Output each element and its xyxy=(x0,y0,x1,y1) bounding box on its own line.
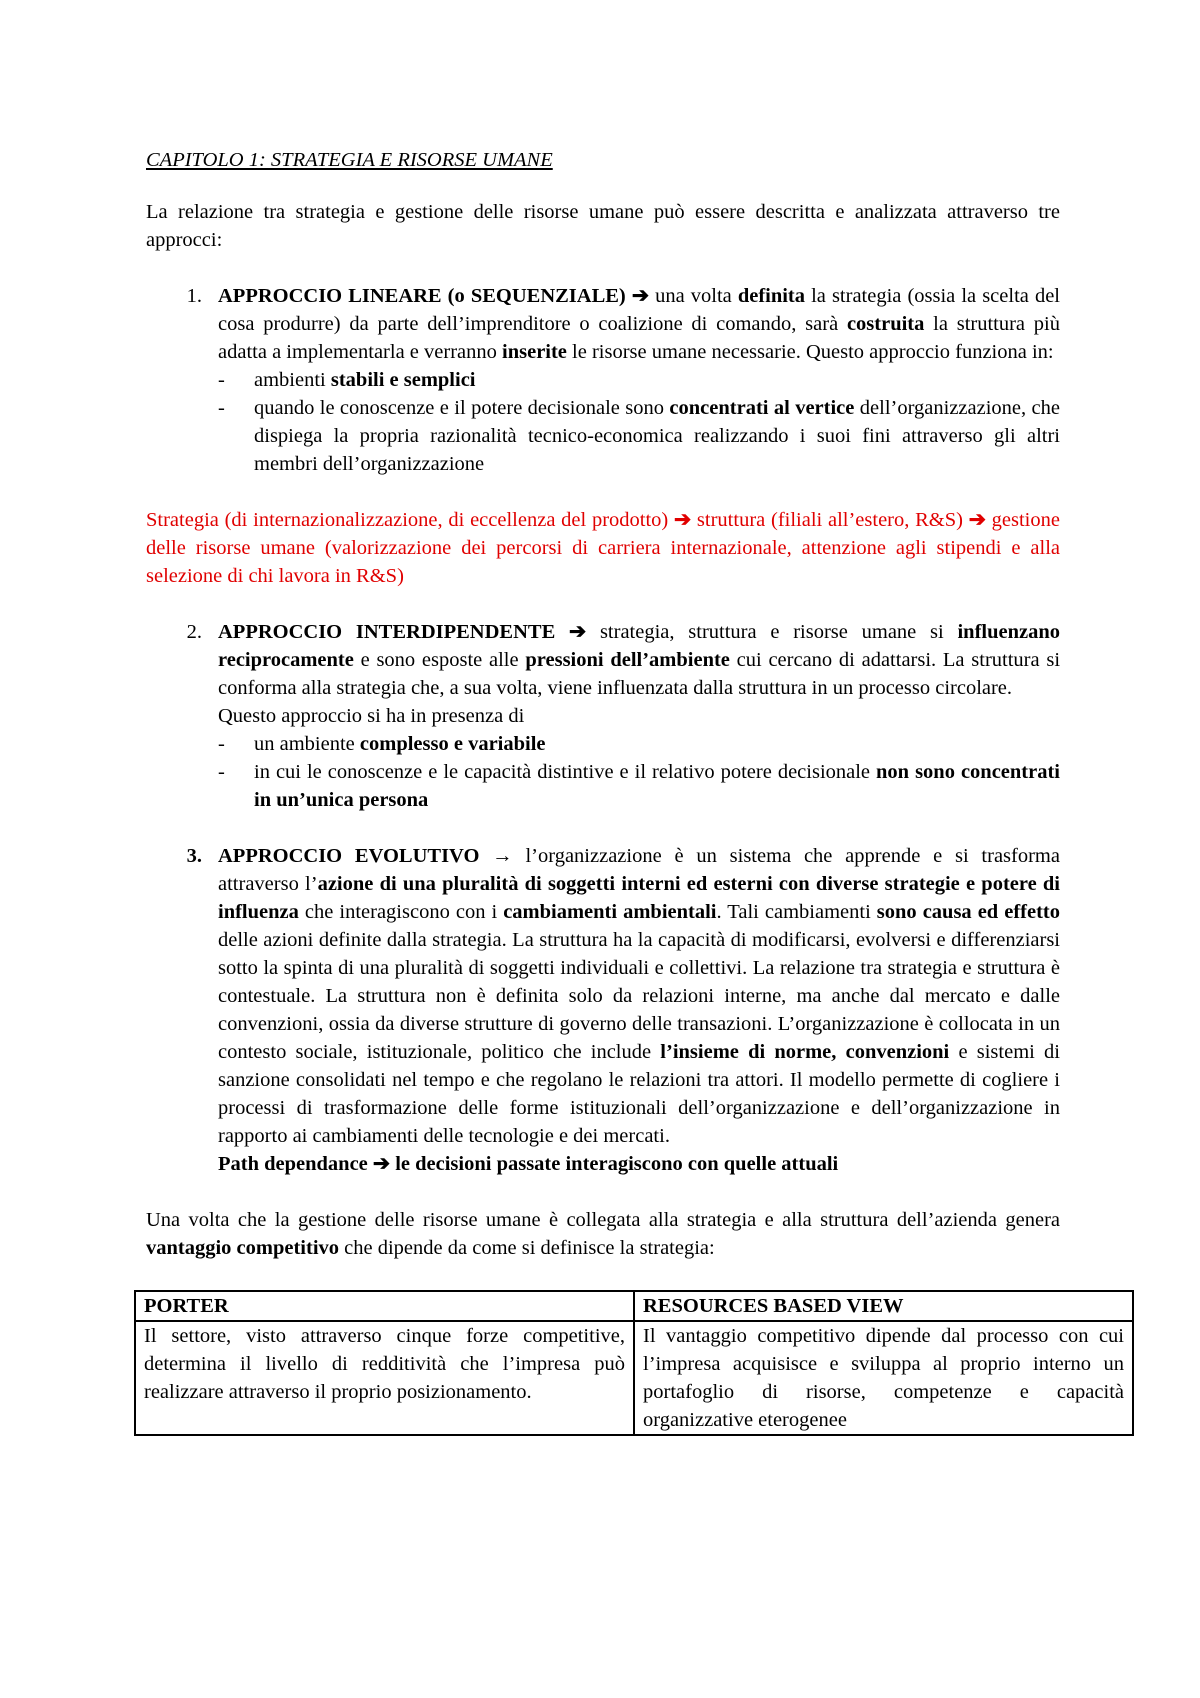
bold-span: vantaggio competitivo xyxy=(146,1237,340,1259)
approach-interdependent xyxy=(146,618,1060,814)
arrow-icon: ➔ xyxy=(674,509,692,531)
bullet-item xyxy=(146,730,1060,758)
text-span: struttura (filiali all’estero, R&S) xyxy=(691,509,969,531)
bullet-item xyxy=(218,394,1060,478)
bold-span: definita xyxy=(737,285,806,307)
bold-span: 3. xyxy=(186,845,202,867)
heading-text: APPROCCIO INTERDIPENDENTE xyxy=(218,621,569,643)
example-paragraph-red xyxy=(146,506,1060,590)
bold-span: complesso e variabile xyxy=(359,733,546,755)
bold-span: le decisioni passate interagiscono con quelle attuali xyxy=(390,1153,839,1175)
dash-marker: - xyxy=(218,733,225,755)
heading-text: APPROCCIO LINEARE (o SEQUENZIALE) xyxy=(218,285,632,307)
arrow-icon: ➔ xyxy=(968,509,986,531)
document-content xyxy=(144,146,1124,1436)
item-paragraph xyxy=(218,282,1060,366)
arrow-icon: ➔ xyxy=(631,285,650,307)
item-paragraph: Questo approccio si ha in presenza di xyxy=(218,705,525,727)
text-span: e sistemi di sanzione consolidati nel tempo e che regolano le relazioni tra attori. Il modello permette di cogliere i processi di trasformazione delle forme istituzionali dell’organizzazione e dell’organizzazione in rapporto ai cambiamenti delle tecnologie e dei mercati. xyxy=(218,1041,1060,1147)
item-number xyxy=(146,842,218,1178)
text-span: . Tali cambiamenti xyxy=(716,901,877,923)
arrow-icon: ➔ xyxy=(372,1153,391,1175)
approach-linear xyxy=(146,282,1060,478)
bullet-text xyxy=(254,730,1060,758)
bold-span: non sono concentrati in un’unica persona xyxy=(254,761,1060,811)
bold-span: stabili e semplici xyxy=(330,369,476,391)
item-body xyxy=(218,618,1060,814)
bold-span: influenzano reciprocamente xyxy=(218,621,1060,671)
text-span: cui cercano di adattarsi. La struttura si conforma alla strategia che, a sua volta, viene influenzata dalla struttura in un processo circolare. xyxy=(218,649,1061,699)
text-span: gestione delle risorse umane (valorizzazione dei percorsi di carriera internazionale, attenzione agli stipendi e alla selezione di chi lavora in R&S) xyxy=(146,509,1060,587)
bold-span: cambiamenti ambientali xyxy=(503,901,717,923)
item-paragraph xyxy=(218,618,1060,702)
closing-paragraph xyxy=(146,1206,1060,1262)
dash-marker: - xyxy=(218,397,225,419)
table-header-porter: PORTER xyxy=(135,1291,634,1321)
item-number: 1. xyxy=(186,285,202,307)
text-span: → l’organizzazione è un sistema che apprende e si trasforma attraverso l’ xyxy=(218,845,1060,895)
dash-marker: - xyxy=(218,761,225,783)
text-span: Strategia (di internazionalizzazione, di eccellenza del prodotto) xyxy=(146,509,674,531)
bullet-text xyxy=(254,366,1060,394)
bullet-text xyxy=(254,758,1060,814)
text-span: che dipende da come si definisce la strategia: xyxy=(339,1237,715,1259)
item-body xyxy=(218,842,1060,1178)
bullet-item xyxy=(218,366,1060,394)
bold-span: Path dependance xyxy=(218,1153,373,1175)
bold-span: costruita xyxy=(846,313,925,335)
table-header-row xyxy=(135,1291,1133,1321)
text-span: che interagiscono con i xyxy=(298,901,504,923)
spacer xyxy=(146,814,1060,842)
text-span: una volta xyxy=(649,285,738,307)
item-number: 2. xyxy=(186,621,202,643)
bold-span: azione di una pluralità di soggetti interni ed esterni con diverse strategie e potere di influenza xyxy=(218,873,1061,923)
intro-paragraph: La relazione tra strategia e gestione delle risorse umane può essere descritta e analizzata attraverso tre approcci: xyxy=(146,201,1060,251)
bold-span: inserite xyxy=(502,341,567,363)
dash-marker: - xyxy=(218,369,225,391)
text-span: ambienti xyxy=(254,369,331,391)
approach-evolutionary xyxy=(146,842,1060,1178)
text-span: le risorse umane necessarie. Questo approccio funziona in: xyxy=(566,341,1054,363)
item-paragraph xyxy=(218,842,1060,1150)
bold-span: concentrati al vertice xyxy=(669,397,855,419)
text-span: delle azioni definite dalla strategia. La struttura ha la capacità di modificarsi, evolversi e differenziarsi sotto la spinta di una pluralità di soggetti individuali e collettivi. La relazione tra strategia e struttura è contestuale. La struttura non è definita solo da relazioni interne, ma anche dal mercato e dalle convenzioni, ossia da diverse strutture di governo delle transazioni. L’organizzazione è collocata in un contesto sociale, istituzionale, politico che include xyxy=(218,929,1060,1063)
table-row xyxy=(135,1321,1133,1435)
text-span: dell’organizzazione, che dispiega la propria razionalità tecnico-economica realizzando i suoi fini attraverso gli altri membri dell’organizzazione xyxy=(254,397,1060,475)
bold-span: l’insieme di norme, convenzioni xyxy=(660,1041,950,1063)
text-span: la struttura più adatta a implementarla e verranno xyxy=(218,313,1060,363)
text-span: in cui le conoscenze e le capacità distintive e il relativo potere decisionale xyxy=(254,761,877,783)
comparison-table xyxy=(134,1290,1134,1436)
text-span: la strategia (ossia la scelta del cosa produrre) da parte dell’imprenditore o coalizione di comando, sarà xyxy=(218,285,1060,335)
table-cell-porter: Il settore, visto attraverso cinque forze competitive, determina il livello di redditività che l’impresa può realizzare attraverso il proprio posizionamento. xyxy=(135,1321,634,1435)
heading-text: APPROCCIO EVOLUTIVO xyxy=(218,845,480,867)
path-dependance-line xyxy=(218,1150,1060,1178)
bullet-text xyxy=(254,394,1060,478)
text-span: un ambiente xyxy=(254,733,360,755)
text-span: quando le conoscenze e il potere decisionale sono xyxy=(254,397,670,419)
text-span: e sono esposte alle xyxy=(353,649,526,671)
bullet-item xyxy=(146,758,1060,814)
text-span: strategia, struttura e risorse umane si xyxy=(586,621,958,643)
table-cell-rbv: Il vantaggio competitivo dipende dal processo con cui l’impresa acquisisce e sviluppa al proprio interno un portafoglio di risorse, competenze e capacità organizzative eterogenee xyxy=(634,1321,1133,1435)
spacer xyxy=(146,1178,1060,1206)
bold-span: pressioni dell’ambiente xyxy=(525,649,730,671)
arrow-icon: ➔ xyxy=(569,621,587,643)
table-header-rbv: RESOURCES BASED VIEW xyxy=(634,1291,1133,1321)
chapter-title: CAPITOLO 1: STRATEGIA E RISORSE UMANE xyxy=(146,149,553,171)
text-span: Una volta che la gestione delle risorse umane è collegata alla strategia e alla struttura dell’azienda genera xyxy=(146,1209,1060,1231)
item-body xyxy=(218,282,1060,478)
bold-span: sono causa ed effetto xyxy=(876,901,1060,923)
